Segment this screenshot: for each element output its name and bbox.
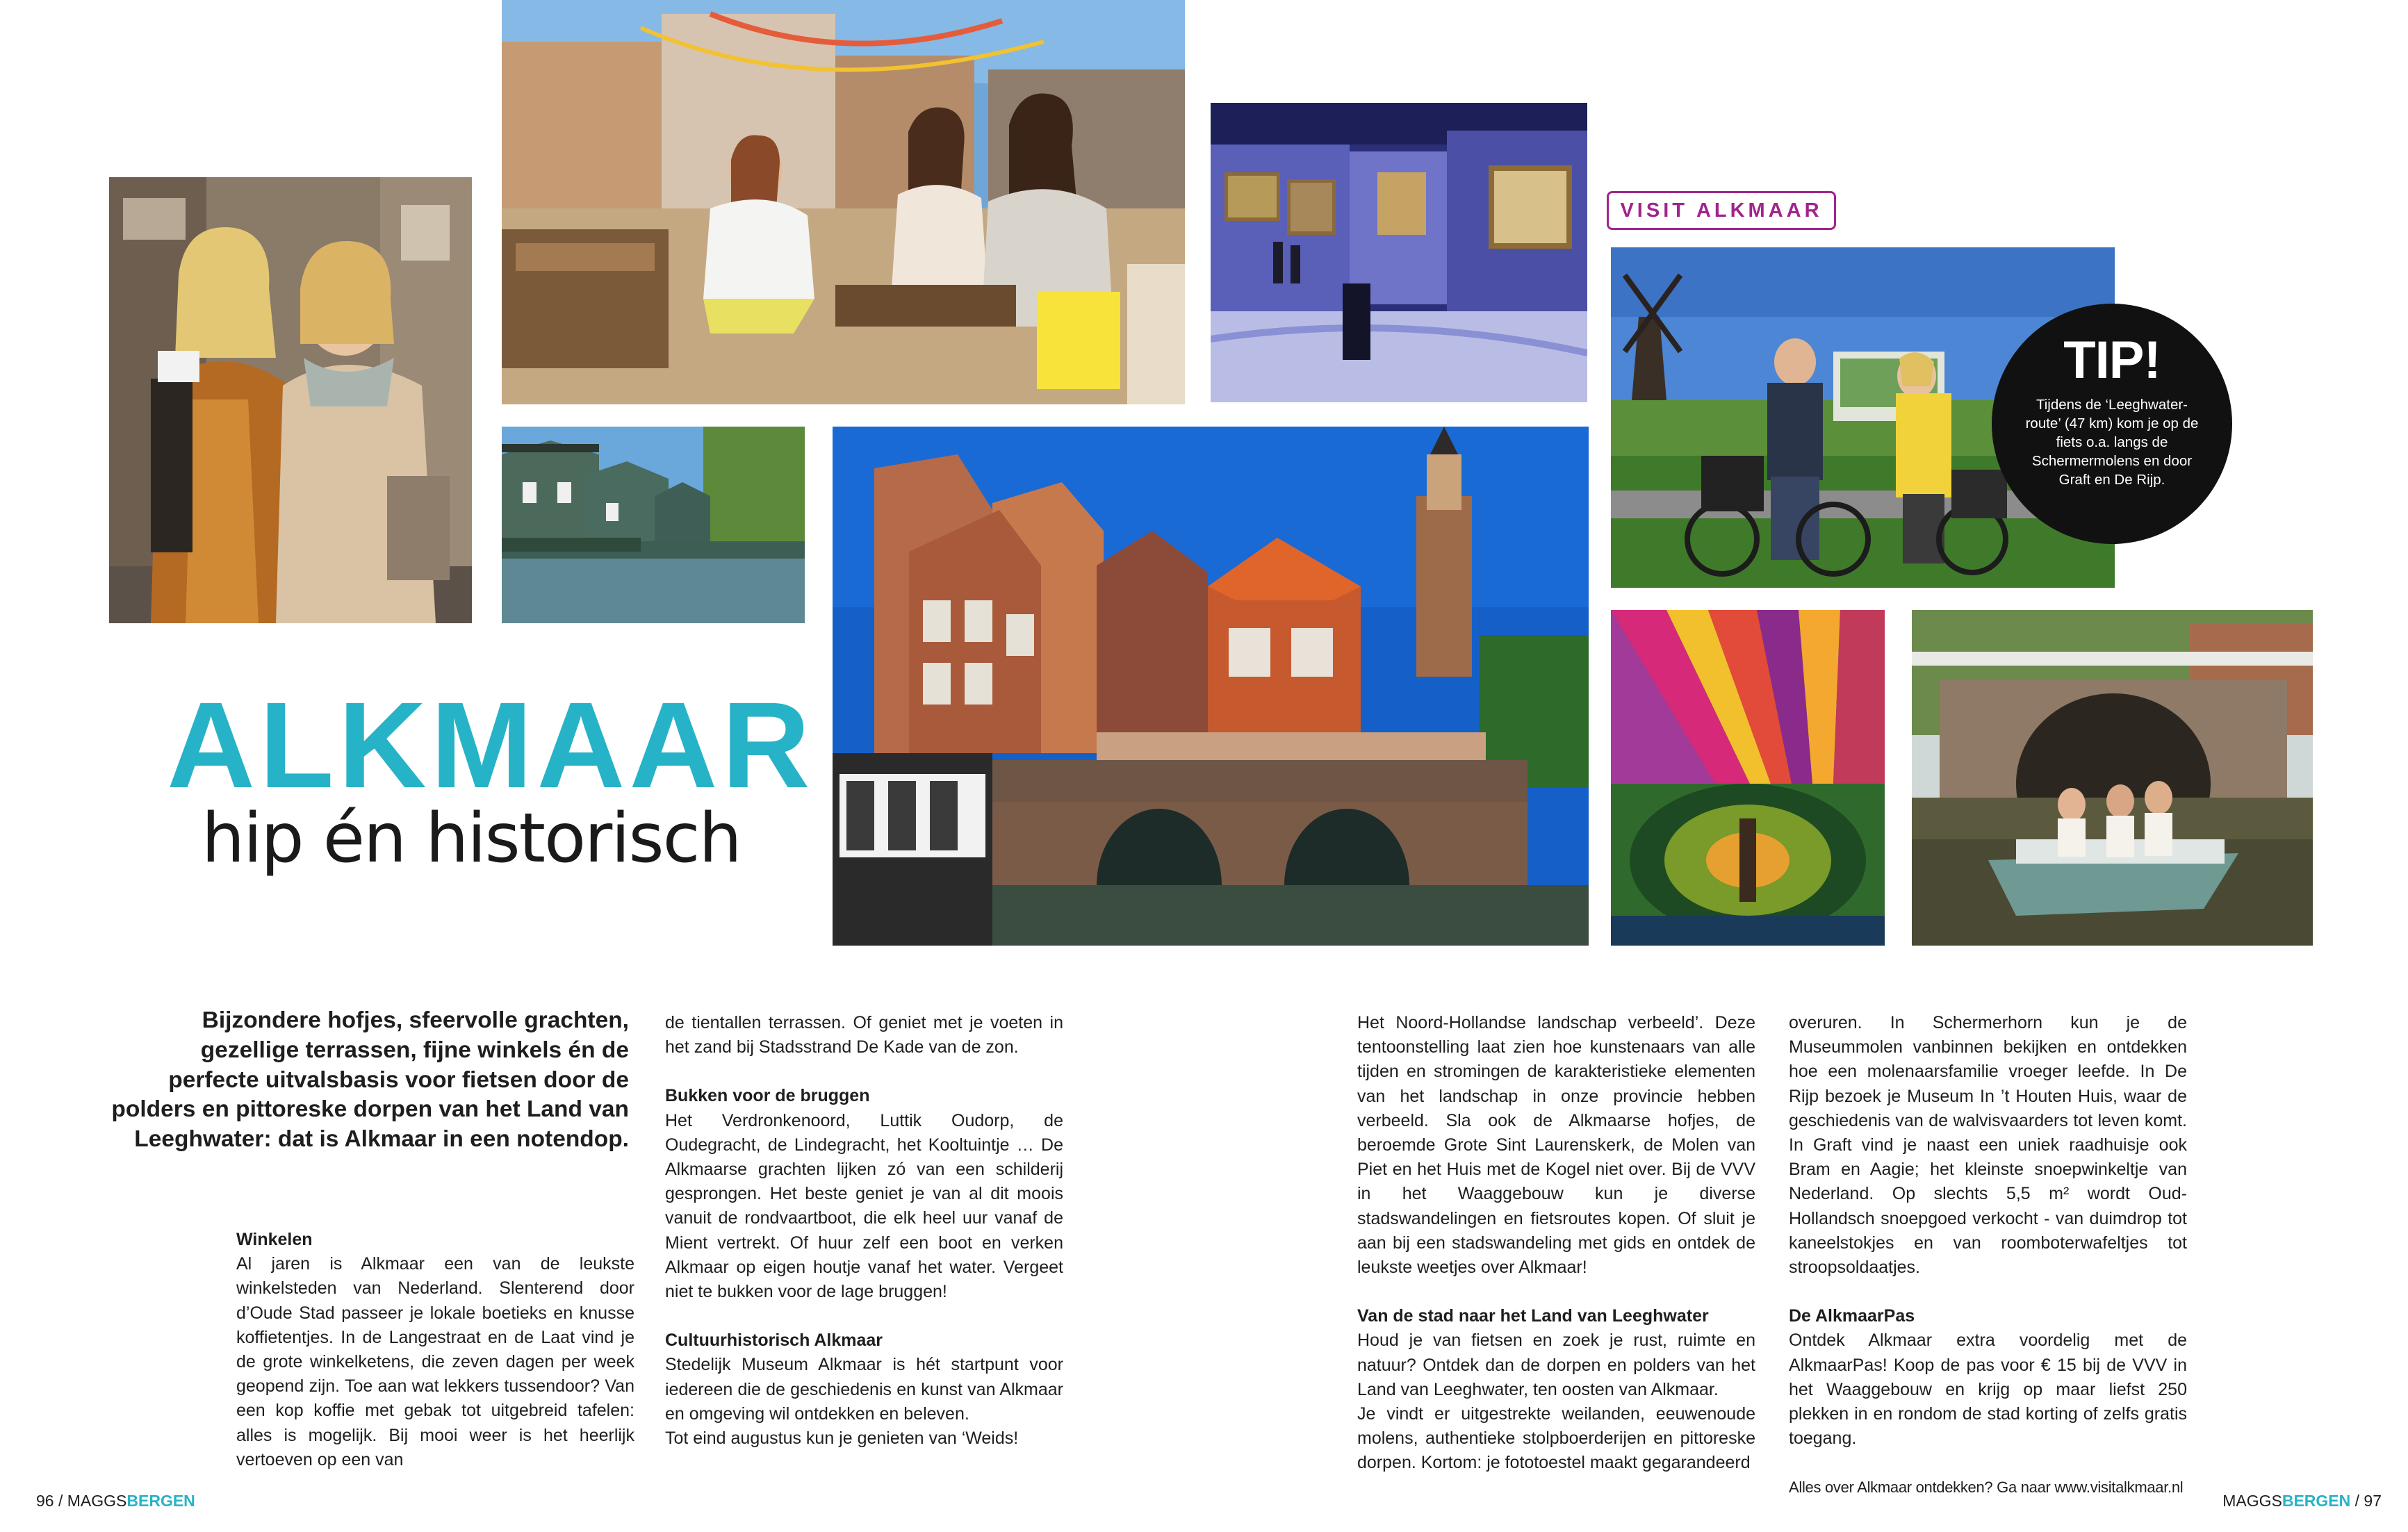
folio-right bbox=[2222, 1492, 2382, 1510]
tip-text: Tijdens de ‘Leeghwater-route’ (47 km) kom je op de fiets o.a. langs de Schermermolens en door Graft en De Rijp. bbox=[2025, 397, 2199, 488]
photo-women-shopping bbox=[109, 177, 472, 623]
heading-leeghwater: Van de stad naar het Land van Leeghwater bbox=[1357, 1306, 1709, 1326]
paragraph-bruggen: Het Verdronkenoord, Luttik Oudorp, de Oudegracht, de Lindegracht, het Kooltuintje … De Alkmaarse grachten lijken zó van een schilderij gesprongen. Het beste geniet je van al dit moois vanuit de rondvaartboot, die elk heel uur vanaf de Mient vertrekt. Of huur zelf een boot en verken Alkmaar op eigen houtje vanaf het water. Vergeet niet te bukken voor de lage bruggen! bbox=[665, 1110, 1063, 1302]
folio-separator-left: / MAGGS bbox=[54, 1492, 127, 1510]
page-number-right: / 97 bbox=[2350, 1492, 2382, 1510]
paragraph-gap bbox=[665, 1060, 1063, 1084]
paragraph-gap bbox=[1789, 1280, 2187, 1304]
paragraph-gap bbox=[665, 1304, 1063, 1328]
page-subtitle: hip én historisch bbox=[202, 799, 741, 878]
paragraph-winkelen: Al jaren is Alkmaar een van de leukste winkelsteden van Nederland. Slenterend door d’Oude Stad passeer je lokale boetieks en knusse koffietentjes. In de Langestraat en de Laat vind je de grote winkelketens, die zeven dagen per week geopend zijn. Toe aan wat lekkers tussendoor? Van een kop koffie met gebak tot uitgebreid tafelen: alles is mogelijk. Bij mooi weer is het heerlijk vertoeven op een van bbox=[236, 1254, 634, 1469]
paragraph-museum: Stedelijk Museum Alkmaar is hét startpunt voor iedereen die de geschiedenis en kunst van Alkmaar en omgeving wil ontdekken en beleven. bbox=[665, 1355, 1063, 1424]
paragraph-weids: Tot eind augustus kun je genieten van ‘Weids! bbox=[665, 1428, 1019, 1449]
paragraph-tentoonstelling: Het Noord-Hollandse landschap verbeeld’. Deze tentoonstelling laat zien hoe kunstenaars van alle tijden en stromingen de karakteristieke elementen van het landschap in onze provincie hebben verbeeld. Sla ook de Alkmaarse hofjes, de beroemde Grote Sint Laurenskerk, de Molen van Piet en het Huis met de Kogel niet over. Bij de VVV in het Waaggebouw kun je diverse stadswandelingen en fietsroutes kopen. Of sluit je aan bij een stadswandeling met gids en ontdek de leukste weetjes over Alkmaar! bbox=[1357, 1013, 1755, 1278]
paragraph-weilanden: Je vindt er uitgestrekte weilanden, eeuwenoude molens, authentieke stolpboerderijen en pittoreske dorpen. Kortom: je fototoestel maakt gegarandeerd bbox=[1357, 1404, 1755, 1473]
page-number-left: 96 bbox=[36, 1492, 54, 1510]
tip-title: TIP! bbox=[2063, 331, 2161, 390]
folio-brand-right: BERGEN bbox=[2282, 1492, 2351, 1510]
footer-link-text[interactable]: Alles over Alkmaar ontdekken? Ga naar www.visitalkmaar.nl bbox=[1789, 1479, 2184, 1497]
tip-circle bbox=[1992, 304, 2232, 544]
photo-canal-bridge-tower bbox=[833, 427, 1589, 946]
paragraph-gap bbox=[1789, 1451, 2187, 1475]
heading-bruggen: Bukken voor de bruggen bbox=[665, 1086, 870, 1106]
paragraph-alkmaarpas: Ontdek Alkmaar extra voordelig met de AlkmaarPas! Koop de pas voor € 15 bij de VVV in het Waaggebouw en krijg op maar liefst 250 plekken in en rondom de stad korting of zelfs gratis toegang. bbox=[1789, 1331, 2187, 1449]
paragraph-schermerhorn: overuren. In Schermerhorn kun je de Museummolen vanbinnen bekijken en ontdekken hoe een molenaarsfamilie vroeger leefde. In De Rijp bezoek je Museum In ’t Houten Huis, waar de geschiedenis van de walvisvaarders tot leven komt. In Graft vind je naast een uniek raadhuisje ook Bram en Aagie; het kleinste snoepwinkeltje van Nederland. Op slechts 5,5 m² wordt Oud-Hollandsch snoepgoed verkocht - van duimdrop tot kaneelstokjes en van roomboterwafeltjes tot stroopsoldaatjes. bbox=[1789, 1013, 2187, 1278]
photo-boat-bridge bbox=[1912, 610, 2313, 946]
photo-terrace-friends bbox=[502, 0, 1185, 404]
paragraph-fietsen: Houd je van fietsen en zoek je rust, ruimte en natuur? Ontdek dan de dorpen en polders van het Land van Leeghwater, ten oosten van Alkmaar. bbox=[1357, 1331, 1755, 1399]
paragraph-terrassen: de tientallen terrassen. Of geniet met je voeten in het zand bij Stadsstrand De Kade van de zon. bbox=[665, 1013, 1063, 1057]
heading-cultuurhistorisch: Cultuurhistorisch Alkmaar bbox=[665, 1331, 883, 1351]
visit-alkmaar-badge: VISIT ALKMAAR bbox=[1607, 191, 1836, 230]
folio-brand-left: BERGEN bbox=[126, 1492, 195, 1510]
heading-alkmaarpas: De AlkmaarPas bbox=[1789, 1306, 1915, 1326]
photo-zaans-houses bbox=[502, 427, 805, 623]
column-3 bbox=[1357, 1011, 1755, 1476]
column-4 bbox=[1789, 1011, 2187, 1500]
folio-left bbox=[36, 1492, 195, 1510]
column-1 bbox=[236, 1228, 634, 1472]
photo-tulip-fields-aerial bbox=[1611, 610, 1885, 946]
photo-museum-gallery bbox=[1211, 103, 1587, 402]
paragraph-gap bbox=[1357, 1280, 1755, 1304]
folio-magazine-right: MAGGS bbox=[2222, 1492, 2282, 1510]
column-2 bbox=[665, 1011, 1063, 1451]
intro-paragraph: Bijzondere hofjes, sfeervolle grachten, gezellige terrassen, fijne winkels én de perfecte uitvalsbasis voor fietsen door de polders en pittoreske dorpen van het Land van Leeghwater: dat is Alkmaar in een notendop. bbox=[111, 1007, 629, 1153]
heading-winkelen: Winkelen bbox=[236, 1230, 313, 1249]
page-title: ALKMAAR bbox=[167, 677, 814, 814]
